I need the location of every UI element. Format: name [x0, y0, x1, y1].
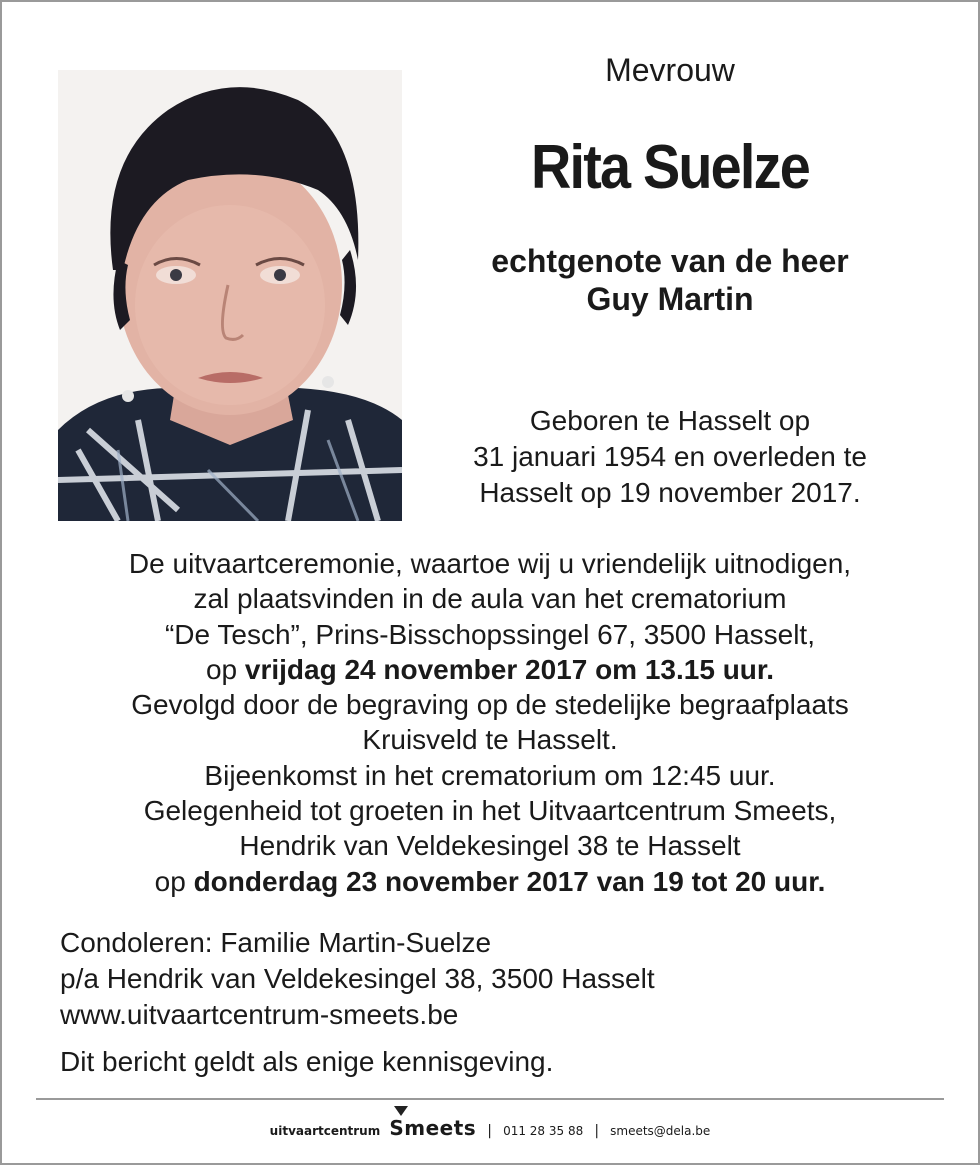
ceremony-line-9: Hendrik van Veldekesingel 38 te Hasselt	[239, 830, 741, 862]
footer-divider	[36, 1098, 944, 1100]
notice-text: Dit bericht geldt als enige kennisgeving.	[60, 1046, 554, 1077]
visitation-date-line	[30, 864, 950, 899]
spouse-line-1: echtgenote van de heer	[491, 243, 849, 279]
ceremony-date-line	[30, 652, 950, 687]
birth-line-2: 31 januari 1954 en overleden te	[473, 441, 867, 472]
ceremony-line-3: “De Tesch”, Prins-Bisschopssingel 67, 3500 Hasselt,	[164, 618, 815, 650]
ceremony-line-6: Kruisveld te Hasselt.	[362, 724, 618, 756]
birth-death-block	[420, 403, 920, 511]
ceremony-block	[30, 546, 950, 899]
ceremony-date: vrijdag 24 november 2017 om 13.15 uur.	[244, 653, 775, 685]
portrait-illustration	[58, 70, 402, 521]
condolence-address: p/a Hendrik van Veldekesingel 38, 3500 Hasselt	[60, 963, 655, 994]
deceased-name: Rita Suelze	[531, 133, 809, 202]
footer-phone: 011 28 35 88	[503, 1124, 584, 1138]
spouse-block	[420, 242, 920, 318]
birth-line-3: Hasselt op 19 november 2017.	[479, 477, 861, 508]
ceremony-line-5: Gevolgd door de begraving op de stedelijke begraafplaats	[131, 689, 849, 721]
triangle-marker-icon	[394, 1106, 408, 1116]
ceremony-line-7: Bijeenkomst in het crematorium om 12:45 uur.	[204, 759, 776, 791]
visitation-date: donderdag 23 november 2017 van 19 tot 20 uur.	[193, 865, 826, 897]
footer-prefix: uitvaartcentrum	[269, 1124, 381, 1138]
condolence-website: www.uitvaartcentrum-smeets.be	[60, 999, 459, 1030]
footer-separator-1: |	[487, 1123, 492, 1139]
spouse-name: Guy Martin	[586, 281, 754, 317]
birth-line-1: Geboren te Hasselt op	[529, 405, 811, 436]
footer-brand: Smeets	[389, 1116, 477, 1140]
condolence-line-1: Condoleren: Familie Martin-Suelze	[60, 927, 492, 958]
condolence-block	[60, 925, 655, 1033]
ceremony-date-prefix: op	[205, 653, 245, 685]
salutation: Mevrouw	[605, 52, 735, 88]
ceremony-line-8: Gelegenheid tot groeten in het Uitvaartcentrum Smeets,	[143, 795, 837, 827]
footer-email: smeets@dela.be	[610, 1124, 711, 1138]
footer	[0, 1116, 980, 1140]
ceremony-line-2: zal plaatsvinden in de aula van het crematorium	[193, 583, 787, 615]
ceremony-line-1: De uitvaartceremonie, waartoe wij u vriendelijk uitnodigen,	[128, 548, 852, 579]
portrait-photo	[58, 70, 402, 521]
footer-separator-2: |	[594, 1123, 600, 1139]
visitation-date-prefix: op	[154, 865, 194, 897]
